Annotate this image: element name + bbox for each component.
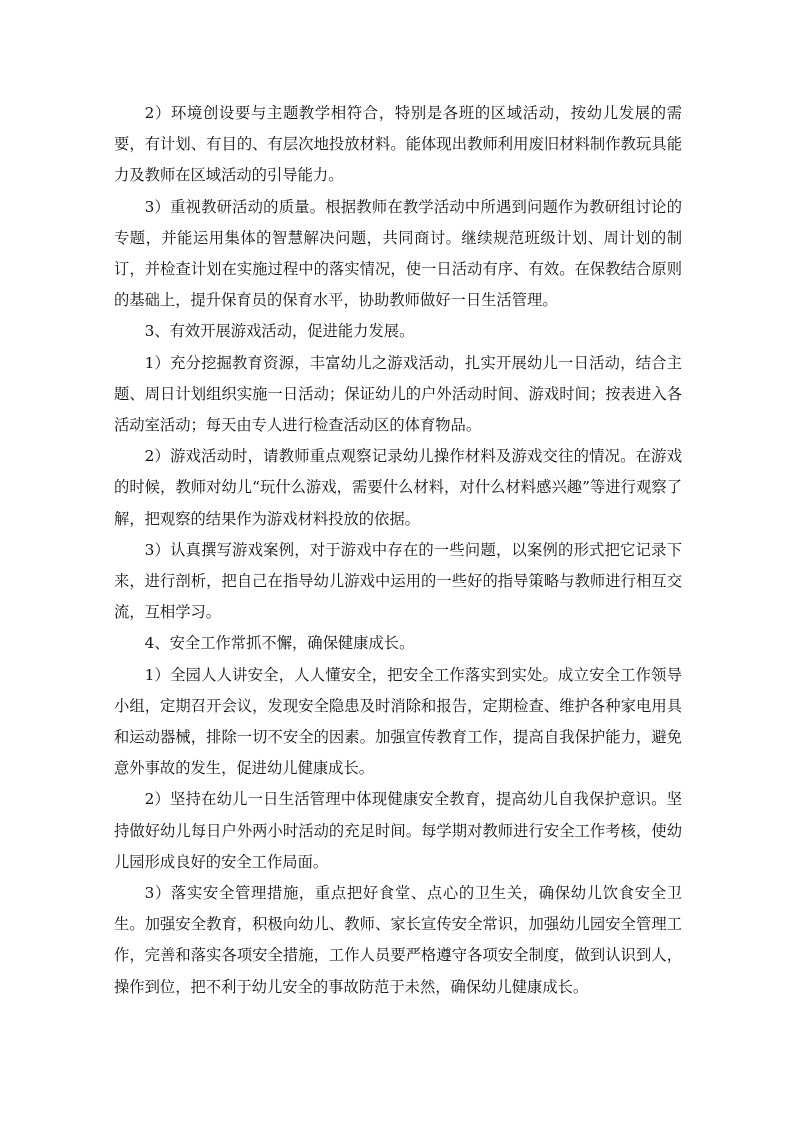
paragraph-env-setup: 2）环境创设要与主题教学相符合，特别是各班的区域活动，按幼儿发展的需要，有计划、有目的、有层次地投放材料。能体现出教师利用废旧材料制作教玩具能力及教师在区域活动的引导能力。 [114, 104, 682, 185]
section-heading-games: 3、有效开展游戏活动，促进能力发展。 [144, 322, 415, 341]
paragraph-safety-measures: 3）落实安全管理措施，重点把好食堂、点心的卫生关，确保幼儿饮食安全卫生。加强安全教育，积极向幼儿、教师、家长宣传安全常识，加强幼儿园安全管理工作，完善和落实各项安全措施，工作人员要严格遵守各项安全制度，做到认识到人，操作到位，把不利于幼儿安全的事故防范于未然，确保幼儿健康成长。 [114, 884, 682, 996]
paragraph-game-observation: 2）游戏活动时，请教师重点观察记录幼儿操作材料及游戏交往的情况。在游戏的时候，教师对幼儿“玩什么游戏，需要什么材料，对什么材料感兴趣”等进行观察了解，把观察的结果作为游戏材料投放的依据。 [114, 447, 682, 528]
paragraph-education-resources: 1）充分挖掘教育资源，丰富幼儿之游戏活动，扎实开展幼儿一日活动，结合主题、周日计划组织实施一日活动；保证幼儿的户外活动时间、游戏时间；按表进入各活动室活动；每天由专人进行检查活动区的体育物品。 [114, 353, 682, 435]
paragraph-safety-team: 1）全园人人讲安全，人人懂安全，把安全工作落实到实处。成立安全工作领导小组，定期召开会议，发现安全隐患及时消除和报告，定期检查、维护各种家电用具和运动器械，排除一切不安全的因素。加强宣传教育工作，提高自我保护能力，避免意外事故的发生，促进幼儿健康成长。 [114, 665, 682, 778]
section-heading-safety: 4、安全工作常抓不懈，确保健康成长。 [144, 634, 415, 653]
paragraph-safety-education: 2）坚持在幼儿一日生活管理中体现健康安全教育，提高幼儿自我保护意识。坚持做好幼儿每日户外两小时活动的充足时间。每学期对教师进行安全工作考核，使幼儿园形成良好的安全工作局面。 [114, 790, 682, 871]
paragraph-teaching-research: 3）重视教研活动的质量。根据教师在教学活动中所遇到问题作为教研组讨论的专题，并能运用集体的智慧解决问题，共同商讨。继续规范班级计划、周计划的制订，并检查计划在实施过程中的落实情况，使一日活动有序、有效。在保教结合原则的基础上，提升保育员的保育水平，协助教师做好一日生活管理。 [114, 197, 682, 310]
paragraph-game-cases: 3）认真撰写游戏案例，对于游戏中存在的一些问题，以案例的形式把它记录下来，进行剖析，把自己在指导幼儿游戏中运用的一些好的指导策略与教师进行相互交流，互相学习。 [114, 540, 682, 622]
document-body [114, 98, 682, 1003]
